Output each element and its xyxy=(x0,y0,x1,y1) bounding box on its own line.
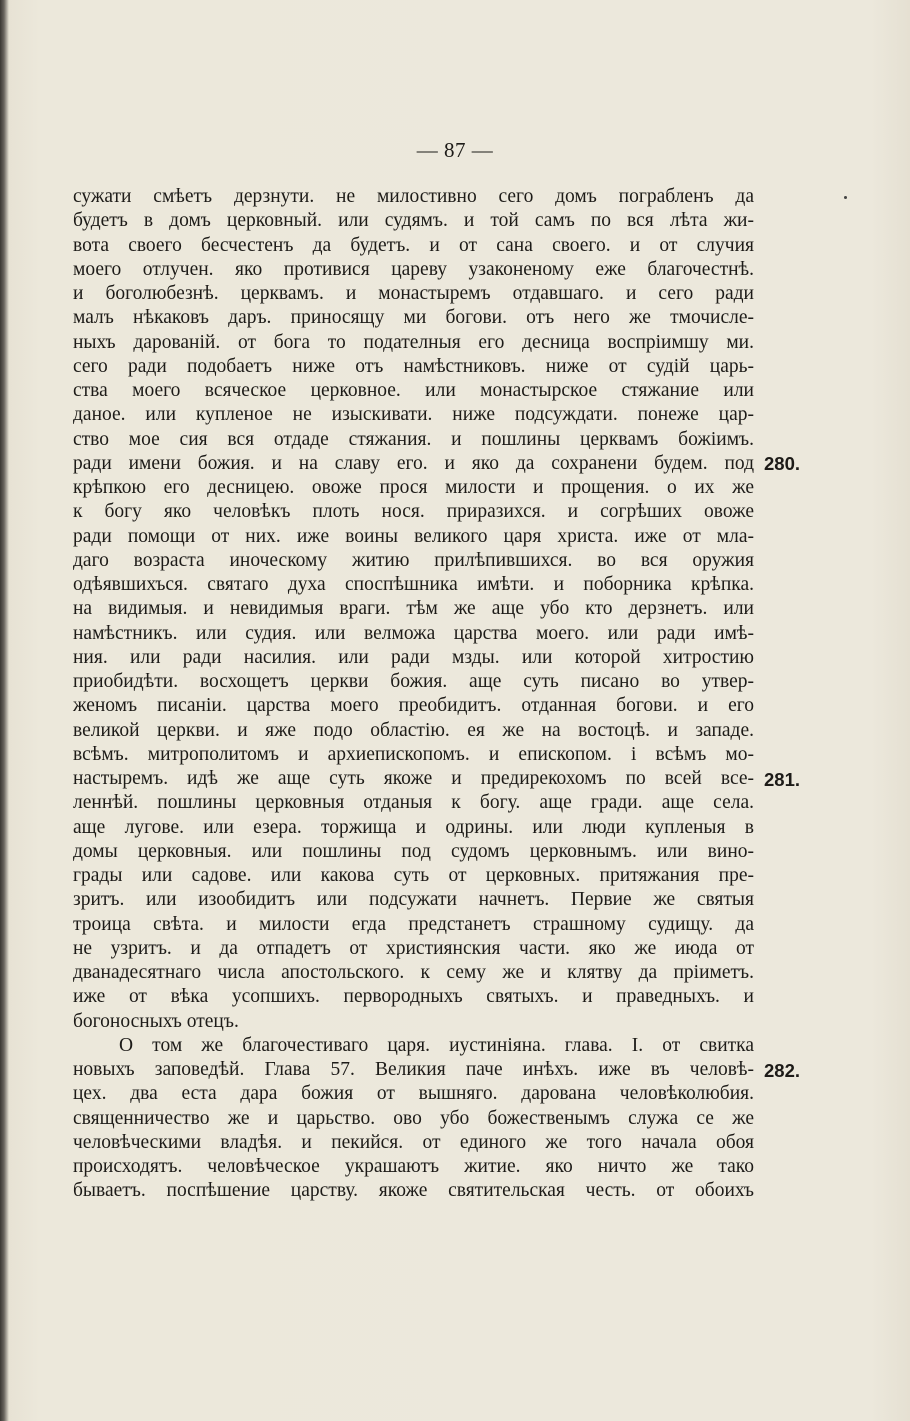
margin-number: 280. xyxy=(764,453,801,475)
text-line: дванадесятнаго числа апостольского. к сему же и клятву да пріиметъ. xyxy=(73,962,754,983)
text-line: домы церковныя. или пошлины под судомъ церковнымъ. или вино- xyxy=(73,840,754,862)
text-line: к богу яко человѣкъ плоть нося. приразихся. и согрѣших овоже xyxy=(73,501,754,523)
text-line: аще лугове. или езера. торжища и одрины. или люди купленыя в xyxy=(73,816,754,838)
text-line: на видимыя. и невидимыя враги. тѣм же аще убо кто дерзнетъ. или xyxy=(73,598,754,620)
text-line: намѣстникъ. или судия. или велможа царства моего. или ради имѣ- xyxy=(73,622,754,644)
page-number: — 87 — xyxy=(416,138,494,162)
text-line: О том же благочестиваго царя. иустиніяна. глава. I. от свитка xyxy=(119,1034,754,1056)
text-line: приобидѣти. восхощетъ церкви божия. аще суть писано во утвер- xyxy=(73,671,754,692)
text-line: цех. два еста дара божия от вышняго. дарована человѣколюбия. xyxy=(73,1083,754,1105)
text-line: священничество же и царьство. ово убо божественымъ служа се же xyxy=(73,1107,754,1129)
text-line: крѣпкою его десницею. овоже прося милости и прощения. о их же xyxy=(73,477,754,498)
text-line: ства моего всяческое церковное. или монастырское стяжание или xyxy=(73,380,754,401)
text-line: ство мое сия вся отдаде стяжания. и пошлины церквамъ божіимъ. xyxy=(73,428,754,450)
text-line: ния. или ради насилия. или ради мзды. или которой хитростию xyxy=(73,646,754,668)
text-line: всѣмъ. митрополитомъ и архиепископомъ. и епископом. і всѣмъ мо- xyxy=(73,743,754,765)
text-line: грады или садове. или какова суть от церковных. притяжания пре- xyxy=(73,865,754,886)
text-line: богоносныхъ отецъ. xyxy=(73,1010,239,1032)
text-line: ныхъ дарованій. от бога то подателныя его десница воспріимшу ми. xyxy=(73,331,754,353)
text-line: ради помощи от них. иже воины великого царя христа. иже от мла- xyxy=(73,525,754,547)
text-line: зритъ. или изообидитъ или подсужати начнетъ. Первие же святыя xyxy=(73,889,754,911)
text-line: настыремъ. идѣ же аще суть якоже и предирекохомъ по всей все- xyxy=(73,768,754,789)
text-line: моего отлучен. яко противися цареву узаконеному еже благочестнѣ. xyxy=(73,258,754,280)
text-line: даго возраста иноческому житию прилѣпившихся. во вся оружия xyxy=(73,549,754,571)
text-line: ради имени божия. и на славу его. и яко да сохранени будем. под xyxy=(73,452,754,474)
text-line: малъ нѣкаковъ даръ. приносящу ми богови. отъ него же тмочисле- xyxy=(73,307,754,329)
text-line: будетъ в домъ церковный. или судямъ. и той самъ по вся лѣта жи- xyxy=(73,210,754,232)
margin-number: 282. xyxy=(764,1059,801,1081)
text-line: троица свѣта. и милости егда предстанетъ страшному судищу. да xyxy=(73,913,754,935)
margin-number: 281. xyxy=(764,768,801,790)
text-line: не узритъ. и да отпадетъ от християнския части. яко же июда от xyxy=(73,937,754,959)
text-line: великой церкви. и яже подо областію. ея же на востоцѣ. и западе. xyxy=(73,719,754,741)
ink-speck xyxy=(844,196,847,199)
text-line: новыхъ заповедѣй. Глава 57. Великия паче инѣхъ. иже въ человѣ- xyxy=(73,1059,754,1080)
text-line: вота своего бесчестенъ да будетъ. и от сана своего. и от случия xyxy=(73,234,754,256)
text-line: человѣческими владѣя. и пекийся. от единого же того начала обоя xyxy=(73,1131,754,1153)
text-line: женомъ писаніи. царства моего преобидитъ. отданная богови. и его xyxy=(73,695,754,717)
text-line: леннѣй. пошлины церковныя отданыя к богу. аще гради. аще села. xyxy=(73,792,754,814)
text-line: и боголюбезнѣ. церквамъ. и монастыремъ отдавшаго. и сего ради xyxy=(73,283,754,304)
text-line: сужати смѣетъ дерзнути. не милостивно сего домъ пограбленъ да xyxy=(73,186,754,207)
text-line: даное. или купленое не изыскивати. ниже подсуждати. понеже цар- xyxy=(73,404,754,426)
text-line: одѣявшихъся. святаго духа споспѣшника имѣти. и поборника крѣпка. xyxy=(73,574,754,595)
text-line: сего ради подобаетъ ниже отъ намѣстниковъ. ниже от судій царь- xyxy=(73,355,754,377)
body-text xyxy=(73,185,754,1204)
text-line: происходятъ. человѣческое украшаютъ житие. яко ничто же тако xyxy=(73,1156,754,1177)
text-line: бываетъ. поспѣшение царству. якоже святительская честь. от обоихъ xyxy=(73,1180,754,1202)
text-line: иже от вѣка усопшихъ. первородныхъ святыхъ. и праведныхъ. и xyxy=(73,986,754,1008)
